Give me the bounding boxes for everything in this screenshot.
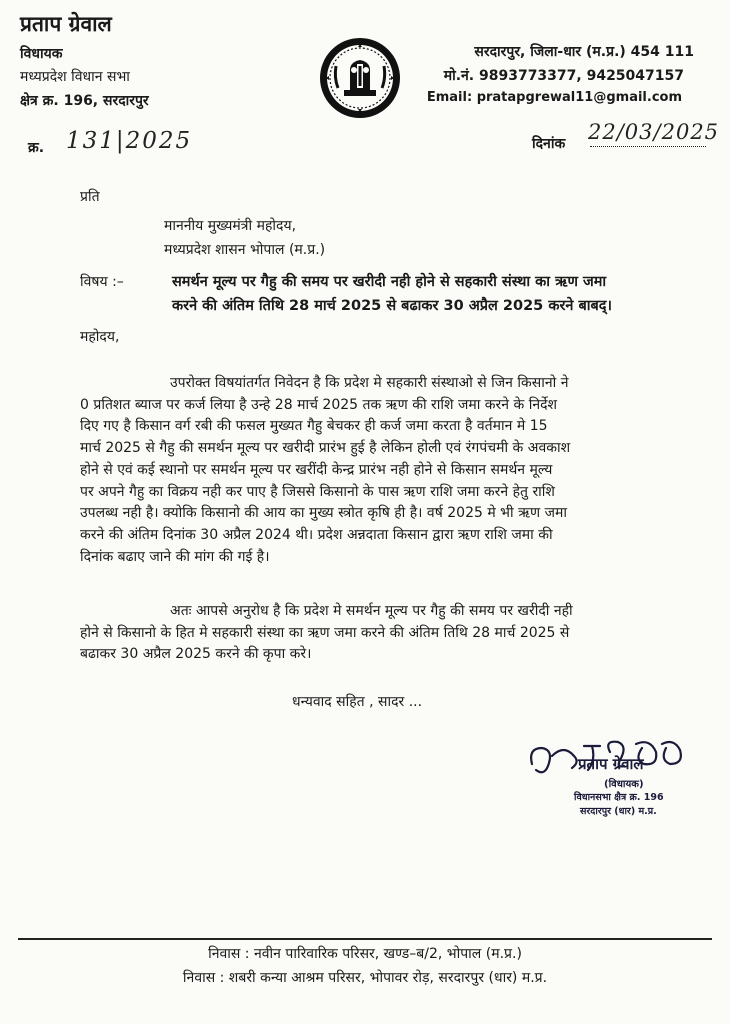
paragraph-1-line: दिनांक बढाए जाने की मांग की गई है। [80,548,270,565]
letterhead-phone: मो.नं. 9893773377, 9425047157 [443,68,684,84]
paragraph-1-line: होने से एवं कई स्थानो पर समर्थन मूल्य पर खरींदी केन्द्र प्रारंभ नही होने से किसान समर्थन मूल्य [80,461,553,478]
reference-number: 131|2025 [66,128,193,154]
letterhead-designation: विधायक [20,46,63,62]
signature-place: सरदारपुर (धार) म.प्र. [580,806,657,817]
paragraph-1-line: 0 प्रतिशत ब्याज पर कर्ज लिया है उन्हे 28 मार्च 2025 तक ऋण की राशि जमा करने के निर्देश [80,396,558,413]
footer-line2: निवास : शबरी कन्या आश्रम परिसर, भोपावर रोड़, सरदारपुर (धार) म.प्र. [182,970,548,986]
signature-constituency: विधानसभा क्षैत्र क्र. 196 [574,792,664,803]
paragraph-2-line: अतः आपसे अनुरोध है कि प्रदेश मे समर्थन मूल्य पर गैहु की समय पर खरीदी नही [170,603,573,619]
signature-name: प्रताप ग्रेवाल [578,755,644,773]
mp-state-emblem-icon [318,36,402,120]
reference-label: क्र. [28,140,45,156]
paragraph-1-line: पर अपने गैहु का विक्रय नही कर पाए है जिससे किसानो के पास ऋण राशि जमा करने हेतु राशि [80,483,555,500]
paragraph-1 [80,373,700,568]
letterhead-constituency: क्षेत्र क्र. 196, सरदारपुर [20,93,149,109]
paragraph-2-line: होने से किसानो के हित मे सहकारी संस्था का ऋण जमा करने की अंतिम तिथि 28 मार्च 2025 से [80,624,570,641]
recipient-line1: माननीय मुख्यमंत्री महोदय, [164,218,297,234]
paragraph-1-line: उपरोक्त विषयांतर्गत निवेदन है कि प्रदेश मे सहकारी संस्थाओ से जिन किसानो ने [170,375,569,391]
recipient-prefix: प्रति [80,189,100,205]
closing: धन्यवाद सहित , सादर ... [292,694,423,710]
subject-line2: करने की अंतिम तिथि 28 मार्च 2025 से बढाकर 30 अप्रैल 2025 करने बाबद्। [172,298,612,314]
paragraph-1-line: उपलब्ध नही है। क्योकि किसानो की आय का मुख्य स्त्रोत कृषि ही है। वर्ष 2025 मे भी ऋण जमा [80,505,567,522]
letterhead-email: Email: pratapgrewal11@gmail.com [426,90,682,105]
date-value: 22/03/2025 [588,120,720,144]
letterhead-assembly: मध्यप्रदेश विधान सभा [20,69,130,85]
paragraph-1-line: करने की अंतिम दिनांक 30 अप्रैल 2024 थी। प्रदेश अन्नदाता किसान द्वारा ऋण राशि जमा की [80,526,553,543]
salutation: महोदय, [80,329,120,345]
paragraph-2-line: बढाकर 30 अप्रैल 2025 करने की कृपा करे। [80,646,312,663]
date-underline [590,146,706,147]
paragraph-1-line: दिए गए है किसान वर्ग रबी की फसल मुख्यत गैहु बेचकर ही कर्ज जमा करता है वर्तमान मे 15 [80,418,548,435]
subject-line1: समर्थन मूल्य पर गैहु की समय पर खरीदी नही होने से सहकारी संस्था का ऋण जमा [172,274,607,290]
signature-designation: (विधायक) [604,779,644,790]
paragraph-2 [80,601,700,666]
recipient-line2: मध्यप्रदेश शासन भोपाल (म.प्र.) [164,242,326,258]
subject-label: विषय :– [80,274,124,290]
footer-line1: निवास : नवीन पारिवारिक परिसर, खण्ड–ब/2, भोपाल (म.प्र.) [208,946,522,962]
letterhead-address: सरदारपुर, जिला-धार (म.प्र.) 454 111 [474,44,694,60]
letterhead-name: प्रताप ग्रेवाल [20,12,112,36]
paragraph-1-line: मार्च 2025 से गैहु की समर्थन मूल्य पर खरीदी प्रारंभ हुई है लेकिन होली एवं रंगपंचमी के अवकाश [80,440,571,457]
footer-rule [18,938,712,940]
date-label: दिनांक [532,136,566,152]
state-emblem [318,36,402,120]
